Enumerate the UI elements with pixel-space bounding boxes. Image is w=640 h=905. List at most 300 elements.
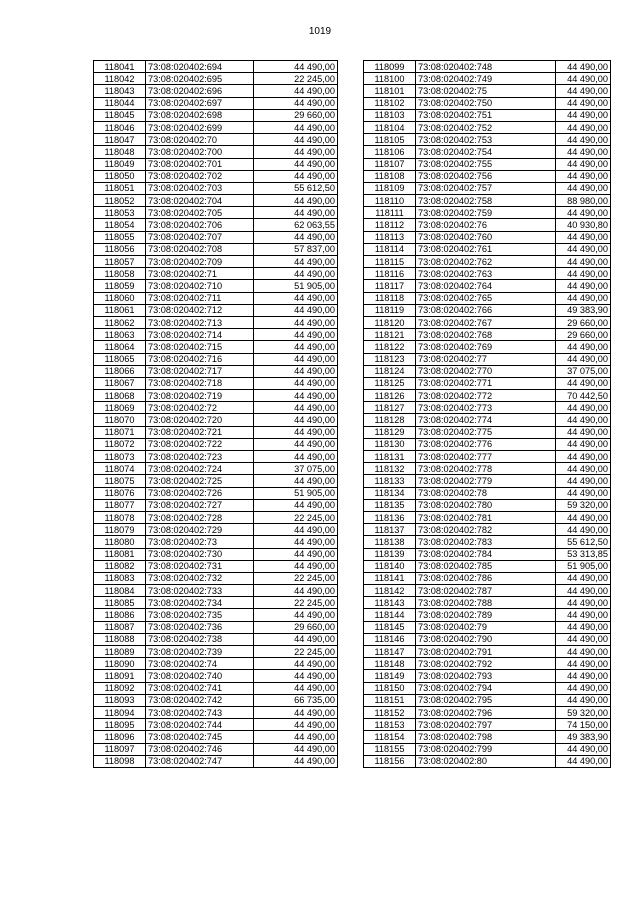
row-number: 118124 <box>364 365 416 377</box>
cadastral-value: 44 490,00 <box>556 682 611 694</box>
row-number: 118048 <box>94 146 146 158</box>
cadastral-number: 73:08:020402:719 <box>146 390 254 402</box>
cadastral-number: 73:08:020402:798 <box>416 731 556 743</box>
table-row <box>364 524 611 536</box>
row-number: 118141 <box>364 572 416 584</box>
cadastral-value: 29 660,00 <box>254 109 338 121</box>
table-row <box>94 475 338 487</box>
table-row <box>364 365 611 377</box>
cadastral-number: 73:08:020402:790 <box>416 633 556 645</box>
cadastral-value: 44 490,00 <box>254 719 338 731</box>
cadastral-value: 44 490,00 <box>254 414 338 426</box>
table-row <box>364 316 611 328</box>
cadastral-value: 44 490,00 <box>254 548 338 560</box>
cadastral-number: 73:08:020402:757 <box>416 182 556 194</box>
table-row <box>94 585 338 597</box>
cadastral-number: 73:08:020402:776 <box>416 438 556 450</box>
row-number: 118096 <box>94 731 146 743</box>
cadastral-value: 44 490,00 <box>254 353 338 365</box>
row-number: 118060 <box>94 292 146 304</box>
row-number: 118092 <box>94 682 146 694</box>
cadastral-number: 73:08:020402:755 <box>416 158 556 170</box>
cadastral-number: 73:08:020402:735 <box>146 609 254 621</box>
table-row <box>364 341 611 353</box>
cadastral-number: 73:08:020402:780 <box>416 499 556 511</box>
row-number: 118126 <box>364 390 416 402</box>
row-number: 118144 <box>364 609 416 621</box>
table-row <box>94 646 338 658</box>
table-row <box>94 451 338 463</box>
table-row <box>364 256 611 268</box>
cadastral-value: 44 490,00 <box>556 243 611 255</box>
row-number: 118077 <box>94 499 146 511</box>
cadastral-number: 73:08:020402:796 <box>416 706 556 718</box>
cadastral-value: 70 442,50 <box>556 390 611 402</box>
cadastral-number: 73:08:020402:741 <box>146 682 254 694</box>
cadastral-number: 73:08:020402:765 <box>416 292 556 304</box>
table-row <box>94 731 338 743</box>
cadastral-value: 44 490,00 <box>254 170 338 182</box>
row-number: 118059 <box>94 280 146 292</box>
row-number: 118145 <box>364 621 416 633</box>
row-number: 118130 <box>364 438 416 450</box>
cadastral-number: 73:08:020402:727 <box>146 499 254 511</box>
row-number: 118093 <box>94 694 146 706</box>
row-number: 118103 <box>364 109 416 121</box>
table-row <box>364 463 611 475</box>
table-row <box>364 646 611 658</box>
table-row <box>94 597 338 609</box>
cadastral-number: 73:08:020402:781 <box>416 511 556 523</box>
row-number: 118051 <box>94 182 146 194</box>
cadastral-value: 62 063,55 <box>254 219 338 231</box>
cadastral-value: 44 490,00 <box>254 390 338 402</box>
cadastral-value: 57 837,00 <box>254 243 338 255</box>
table-row <box>364 158 611 170</box>
table-row <box>364 731 611 743</box>
row-number: 118094 <box>94 706 146 718</box>
cadastral-value: 29 660,00 <box>556 329 611 341</box>
cadastral-value: 49 383,90 <box>556 731 611 743</box>
cadastral-number: 73:08:020402:731 <box>146 560 254 572</box>
table-row <box>94 524 338 536</box>
table-row <box>364 536 611 548</box>
cadastral-number: 73:08:020402:702 <box>146 170 254 182</box>
cadastral-value: 44 490,00 <box>556 207 611 219</box>
row-number: 118061 <box>94 304 146 316</box>
table-row <box>364 73 611 85</box>
table-row <box>94 609 338 621</box>
row-number: 118088 <box>94 633 146 645</box>
cadastral-number: 73:08:020402:746 <box>146 743 254 755</box>
row-number: 118119 <box>364 304 416 316</box>
table-row <box>364 511 611 523</box>
cadastral-number: 73:08:020402:777 <box>416 451 556 463</box>
cadastral-value: 44 490,00 <box>556 743 611 755</box>
cadastral-number: 73:08:020402:771 <box>416 377 556 389</box>
cadastral-number: 73:08:020402:709 <box>146 256 254 268</box>
row-number: 118100 <box>364 73 416 85</box>
cadastral-number: 73:08:020402:697 <box>146 97 254 109</box>
cadastral-number: 73:08:020402:710 <box>146 280 254 292</box>
table-row <box>94 231 338 243</box>
table-row <box>364 243 611 255</box>
cadastral-value: 44 490,00 <box>254 85 338 97</box>
table-row <box>364 585 611 597</box>
cadastral-value: 44 490,00 <box>254 585 338 597</box>
table-row <box>94 499 338 511</box>
cadastral-value: 44 490,00 <box>254 231 338 243</box>
cadastral-value: 44 490,00 <box>556 572 611 584</box>
cadastral-value: 51 905,00 <box>254 487 338 499</box>
cadastral-number: 73:08:020402:717 <box>146 365 254 377</box>
table-row <box>364 499 611 511</box>
cadastral-value: 44 490,00 <box>254 743 338 755</box>
cadastral-value: 44 490,00 <box>254 438 338 450</box>
table-row <box>94 487 338 499</box>
table-row <box>94 146 338 158</box>
cadastral-value: 44 490,00 <box>556 524 611 536</box>
cadastral-number: 73:08:020402:778 <box>416 463 556 475</box>
cadastral-value: 44 490,00 <box>254 97 338 109</box>
row-number: 118149 <box>364 670 416 682</box>
table-row <box>364 170 611 182</box>
table-row <box>364 633 611 645</box>
cadastral-number: 73:08:020402:751 <box>416 109 556 121</box>
table-row <box>364 694 611 706</box>
cadastral-value: 29 660,00 <box>254 621 338 633</box>
table-row <box>364 280 611 292</box>
register-table-left-body <box>94 61 338 768</box>
table-row <box>364 219 611 231</box>
row-number: 118085 <box>94 597 146 609</box>
page-number: 1019 <box>308 26 332 37</box>
cadastral-number: 73:08:020402:77 <box>416 353 556 365</box>
table-row <box>94 280 338 292</box>
table-row <box>364 706 611 718</box>
table-row <box>94 621 338 633</box>
table-row <box>94 548 338 560</box>
row-number: 118153 <box>364 719 416 731</box>
table-row <box>94 85 338 97</box>
row-number: 118131 <box>364 451 416 463</box>
row-number: 118104 <box>364 121 416 133</box>
cadastral-number: 73:08:020402:738 <box>146 633 254 645</box>
row-number: 118152 <box>364 706 416 718</box>
row-number: 118151 <box>364 694 416 706</box>
table-row <box>364 719 611 731</box>
cadastral-value: 44 490,00 <box>556 231 611 243</box>
cadastral-value: 44 490,00 <box>556 633 611 645</box>
cadastral-number: 73:08:020402:783 <box>416 536 556 548</box>
cadastral-number: 73:08:020402:761 <box>416 243 556 255</box>
table-row <box>94 463 338 475</box>
cadastral-number: 73:08:020402:785 <box>416 560 556 572</box>
row-number: 118069 <box>94 402 146 414</box>
row-number: 118143 <box>364 597 416 609</box>
row-number: 118098 <box>94 755 146 767</box>
row-number: 118079 <box>94 524 146 536</box>
row-number: 118118 <box>364 292 416 304</box>
cadastral-number: 73:08:020402:739 <box>146 646 254 658</box>
cadastral-value: 44 490,00 <box>254 292 338 304</box>
cadastral-value: 44 490,00 <box>254 61 338 73</box>
cadastral-value: 44 490,00 <box>254 524 338 536</box>
cadastral-number: 73:08:020402:75 <box>416 85 556 97</box>
row-number: 118070 <box>94 414 146 426</box>
table-row <box>364 609 611 621</box>
table-row <box>364 97 611 109</box>
table-row <box>94 402 338 414</box>
table-row <box>364 304 611 316</box>
cadastral-value: 44 490,00 <box>556 182 611 194</box>
cadastral-value: 44 490,00 <box>556 463 611 475</box>
cadastral-number: 73:08:020402:792 <box>416 658 556 670</box>
cadastral-number: 73:08:020402:711 <box>146 292 254 304</box>
cadastral-value: 44 490,00 <box>254 426 338 438</box>
cadastral-value: 44 490,00 <box>254 329 338 341</box>
cadastral-number: 73:08:020402:708 <box>146 243 254 255</box>
cadastral-number: 73:08:020402:794 <box>416 682 556 694</box>
table-row <box>94 682 338 694</box>
table-row <box>94 560 338 572</box>
cadastral-value: 53 313,85 <box>556 548 611 560</box>
cadastral-number: 73:08:020402:754 <box>416 146 556 158</box>
cadastral-value: 22 245,00 <box>254 572 338 584</box>
table-row <box>364 353 611 365</box>
cadastral-number: 73:08:020402:744 <box>146 719 254 731</box>
row-number: 118095 <box>94 719 146 731</box>
table-row <box>364 743 611 755</box>
row-number: 118116 <box>364 268 416 280</box>
cadastral-value: 44 490,00 <box>556 97 611 109</box>
table-row <box>364 572 611 584</box>
row-number: 118133 <box>364 475 416 487</box>
table-row <box>94 706 338 718</box>
row-number: 118138 <box>364 536 416 548</box>
row-number: 118054 <box>94 219 146 231</box>
cadastral-value: 40 930,80 <box>556 219 611 231</box>
cadastral-number: 73:08:020402:768 <box>416 329 556 341</box>
cadastral-number: 73:08:020402:699 <box>146 121 254 133</box>
row-number: 118148 <box>364 658 416 670</box>
cadastral-value: 44 490,00 <box>556 670 611 682</box>
cadastral-value: 22 245,00 <box>254 511 338 523</box>
row-number: 118111 <box>364 207 416 219</box>
table-row <box>364 621 611 633</box>
row-number: 118076 <box>94 487 146 499</box>
cadastral-value: 66 735,00 <box>254 694 338 706</box>
table-row <box>364 560 611 572</box>
cadastral-value: 44 490,00 <box>556 341 611 353</box>
table-row <box>94 633 338 645</box>
row-number: 118057 <box>94 256 146 268</box>
cadastral-value: 44 490,00 <box>556 73 611 85</box>
row-number: 118082 <box>94 560 146 572</box>
table-row <box>94 158 338 170</box>
table-row <box>94 61 338 73</box>
table-row <box>364 207 611 219</box>
row-number: 118120 <box>364 316 416 328</box>
table-row <box>364 548 611 560</box>
cadastral-value: 22 245,00 <box>254 597 338 609</box>
row-number: 118075 <box>94 475 146 487</box>
row-number: 118129 <box>364 426 416 438</box>
row-number: 118147 <box>364 646 416 658</box>
cadastral-number: 73:08:020402:720 <box>146 414 254 426</box>
cadastral-value: 44 490,00 <box>556 426 611 438</box>
table-row <box>94 694 338 706</box>
cadastral-number: 73:08:020402:728 <box>146 511 254 523</box>
cadastral-number: 73:08:020402:707 <box>146 231 254 243</box>
cadastral-value: 44 490,00 <box>254 134 338 146</box>
cadastral-number: 73:08:020402:712 <box>146 304 254 316</box>
cadastral-value: 44 490,00 <box>556 292 611 304</box>
cadastral-value: 44 490,00 <box>254 609 338 621</box>
cadastral-number: 73:08:020402:749 <box>416 73 556 85</box>
row-number: 118132 <box>364 463 416 475</box>
cadastral-number: 73:08:020402:694 <box>146 61 254 73</box>
row-number: 118137 <box>364 524 416 536</box>
cadastral-number: 73:08:020402:764 <box>416 280 556 292</box>
cadastral-value: 44 490,00 <box>556 158 611 170</box>
row-number: 118086 <box>94 609 146 621</box>
cadastral-value: 51 905,00 <box>254 280 338 292</box>
row-number: 118081 <box>94 548 146 560</box>
table-row <box>364 487 611 499</box>
cadastral-number: 73:08:020402:716 <box>146 353 254 365</box>
cadastral-number: 73:08:020402:748 <box>416 61 556 73</box>
table-row <box>94 256 338 268</box>
row-number: 118106 <box>364 146 416 158</box>
table-row <box>364 670 611 682</box>
cadastral-value: 44 490,00 <box>556 377 611 389</box>
table-row <box>94 572 338 584</box>
table-row <box>364 268 611 280</box>
table-row <box>94 97 338 109</box>
cadastral-value: 44 490,00 <box>556 121 611 133</box>
table-row <box>94 670 338 682</box>
cadastral-value: 44 490,00 <box>254 195 338 207</box>
cadastral-number: 73:08:020402:760 <box>416 231 556 243</box>
cadastral-value: 44 490,00 <box>556 694 611 706</box>
cadastral-number: 73:08:020402:787 <box>416 585 556 597</box>
row-number: 118056 <box>94 243 146 255</box>
row-number: 118063 <box>94 329 146 341</box>
row-number: 118135 <box>364 499 416 511</box>
cadastral-number: 73:08:020402:734 <box>146 597 254 609</box>
row-number: 118108 <box>364 170 416 182</box>
cadastral-number: 73:08:020402:73 <box>146 536 254 548</box>
cadastral-number: 73:08:020402:793 <box>416 670 556 682</box>
cadastral-number: 73:08:020402:799 <box>416 743 556 755</box>
row-number: 118083 <box>94 572 146 584</box>
table-row <box>94 182 338 194</box>
row-number: 118146 <box>364 633 416 645</box>
table-row <box>94 292 338 304</box>
table-row <box>364 597 611 609</box>
cadastral-number: 73:08:020402:704 <box>146 195 254 207</box>
cadastral-number: 73:08:020402:767 <box>416 316 556 328</box>
cadastral-number: 73:08:020402:701 <box>146 158 254 170</box>
row-number: 118112 <box>364 219 416 231</box>
cadastral-number: 73:08:020402:696 <box>146 85 254 97</box>
cadastral-value: 44 490,00 <box>254 706 338 718</box>
row-number: 118050 <box>94 170 146 182</box>
row-number: 118087 <box>94 621 146 633</box>
cadastral-number: 73:08:020402:715 <box>146 341 254 353</box>
cadastral-value: 44 490,00 <box>254 146 338 158</box>
table-row <box>94 743 338 755</box>
cadastral-number: 73:08:020402:695 <box>146 73 254 85</box>
row-number: 118125 <box>364 377 416 389</box>
table-row <box>94 316 338 328</box>
cadastral-value: 88 980,00 <box>556 195 611 207</box>
cadastral-value: 44 490,00 <box>254 670 338 682</box>
row-number: 118065 <box>94 353 146 365</box>
cadastral-value: 55 612,50 <box>556 536 611 548</box>
cadastral-value: 44 490,00 <box>556 511 611 523</box>
cadastral-value: 44 490,00 <box>556 621 611 633</box>
table-row <box>94 207 338 219</box>
cadastral-number: 73:08:020402:743 <box>146 706 254 718</box>
cadastral-value: 44 490,00 <box>254 451 338 463</box>
cadastral-number: 73:08:020402:726 <box>146 487 254 499</box>
cadastral-number: 73:08:020402:766 <box>416 304 556 316</box>
row-number: 118134 <box>364 487 416 499</box>
cadastral-value: 44 490,00 <box>254 731 338 743</box>
cadastral-value: 44 490,00 <box>254 560 338 572</box>
cadastral-number: 73:08:020402:774 <box>416 414 556 426</box>
row-number: 118128 <box>364 414 416 426</box>
cadastral-number: 73:08:020402:74 <box>146 658 254 670</box>
table-row <box>94 329 338 341</box>
cadastral-value: 55 612,50 <box>254 182 338 194</box>
table-row <box>94 353 338 365</box>
cadastral-value: 44 490,00 <box>254 256 338 268</box>
cadastral-value: 74 150,00 <box>556 719 611 731</box>
row-number: 118136 <box>364 511 416 523</box>
cadastral-value: 44 490,00 <box>556 170 611 182</box>
cadastral-number: 73:08:020402:718 <box>146 377 254 389</box>
cadastral-number: 73:08:020402:769 <box>416 341 556 353</box>
register-table-right-body <box>364 61 611 768</box>
row-number: 118074 <box>94 463 146 475</box>
cadastral-value: 44 490,00 <box>254 268 338 280</box>
row-number: 118140 <box>364 560 416 572</box>
register-table-right <box>363 60 611 768</box>
row-number: 118107 <box>364 158 416 170</box>
cadastral-value: 59 320,00 <box>556 499 611 511</box>
table-row <box>94 243 338 255</box>
cadastral-value: 44 490,00 <box>556 109 611 121</box>
table-row <box>94 365 338 377</box>
cadastral-number: 73:08:020402:784 <box>416 548 556 560</box>
row-number: 118046 <box>94 121 146 133</box>
cadastral-value: 44 490,00 <box>254 633 338 645</box>
cadastral-number: 73:08:020402:772 <box>416 390 556 402</box>
row-number: 118156 <box>364 755 416 767</box>
cadastral-value: 44 490,00 <box>556 414 611 426</box>
row-number: 118058 <box>94 268 146 280</box>
table-row <box>364 61 611 73</box>
row-number: 118043 <box>94 85 146 97</box>
table-row <box>94 73 338 85</box>
cadastral-number: 73:08:020402:700 <box>146 146 254 158</box>
cadastral-value: 44 490,00 <box>254 536 338 548</box>
cadastral-number: 73:08:020402:721 <box>146 426 254 438</box>
cadastral-number: 73:08:020402:703 <box>146 182 254 194</box>
